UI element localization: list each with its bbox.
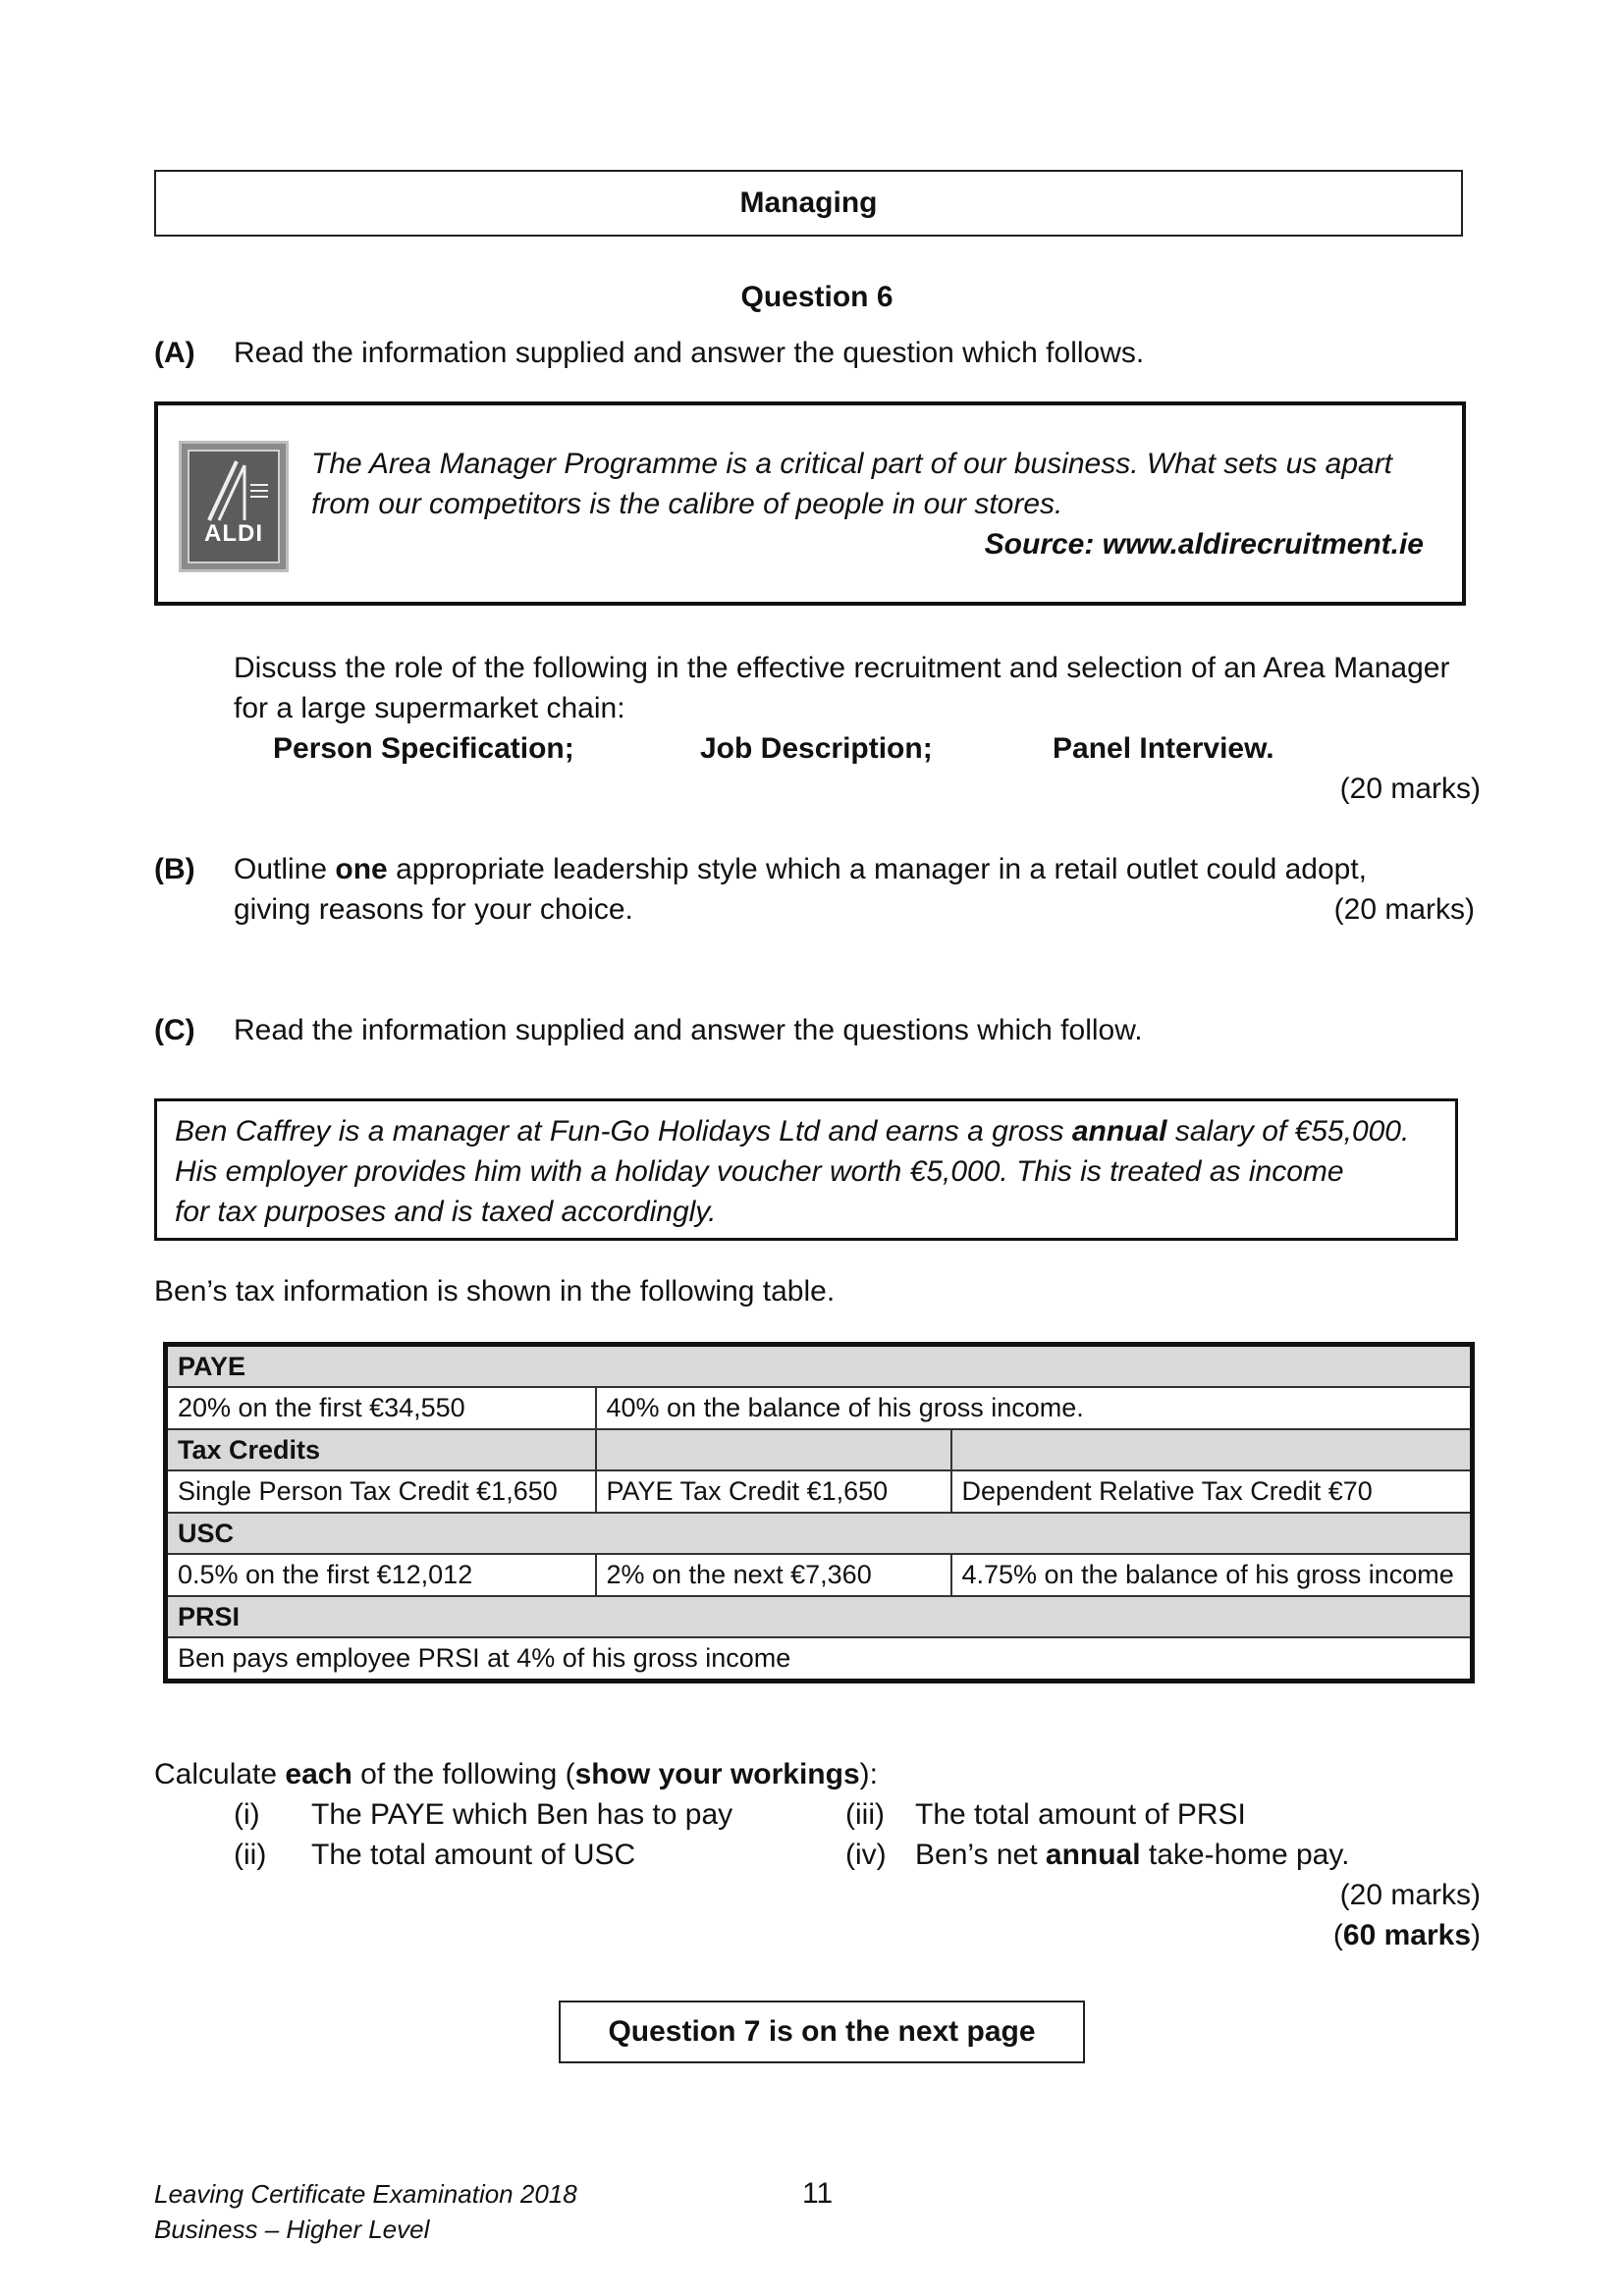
paye-higher-rate: 40% on the balance of his gross income. [596, 1387, 1473, 1428]
part-b-line-2: giving reasons for your choice. [234, 893, 633, 926]
question-iii-number: (iii) [845, 1798, 885, 1831]
calculate-instruction: Calculate each of the following (show your workings): [154, 1758, 878, 1790]
section-title: Managing [739, 186, 878, 219]
next-page-box [559, 2001, 1085, 2063]
question-i-number: (i) [234, 1798, 260, 1831]
table-row [166, 1387, 1473, 1428]
dependent-relative-credit: Dependent Relative Tax Credit €70 [951, 1470, 1473, 1512]
part-a-task-line-1: Discuss the role of the following in the effective recruitment and selection of an Area Manager [234, 652, 1450, 684]
part-a-marks: (20 marks) [1339, 773, 1481, 805]
usc-band-2: 2% on the next €7,360 [596, 1554, 951, 1595]
question-iv-text: Ben’s net annual take-home pay. [915, 1839, 1350, 1871]
table-intro: Ben’s tax information is shown in the following table. [154, 1275, 836, 1308]
part-c-marks: (20 marks) [1339, 1879, 1481, 1911]
table-row [166, 1429, 1473, 1470]
page-number: 11 [802, 2177, 834, 2210]
prsi-rate: Ben pays employee PRSI at 4% of his gross income [166, 1637, 1473, 1681]
item-job-description: Job Description; [700, 732, 933, 765]
next-page-note: Question 7 is on the next page [608, 2014, 1036, 2048]
part-c-label: (C) [154, 1014, 195, 1046]
usc-band-3: 4.75% on the balance of his gross income [951, 1554, 1473, 1595]
question-iii-text: The total amount of PRSI [915, 1798, 1246, 1831]
question-i-text: The PAYE which Ben has to pay [311, 1798, 733, 1831]
table-row [166, 1596, 1473, 1637]
aldi-stripes-icon [189, 455, 284, 524]
paye-credit: PAYE Tax Credit €1,650 [596, 1470, 951, 1512]
item-panel-interview: Panel Interview. [1053, 732, 1274, 765]
part-b-marks: (20 marks) [1333, 893, 1475, 926]
table-row [166, 1345, 1473, 1388]
part-c-intro: Read the information supplied and answer the questions which follow. [234, 1014, 1143, 1046]
footer-subject-level: Business – Higher Level [154, 2215, 430, 2244]
aldi-quote-line-2: from our competitors is the calibre of people in our stores. [311, 488, 1063, 520]
aldi-quote-source: Source: www.aldirecruitment.ie [984, 528, 1424, 561]
table-row [166, 1637, 1473, 1681]
tax-information-table [163, 1342, 1475, 1683]
tax-credits-header: Tax Credits [166, 1429, 596, 1470]
paye-standard-rate: 20% on the first €34,550 [166, 1387, 596, 1428]
table-row [166, 1470, 1473, 1512]
aldi-quote-line-1: The Area Manager Programme is a critical part of our business. What sets us apart [311, 448, 1393, 480]
question-ii-text: The total amount of USC [311, 1839, 636, 1871]
prsi-header: PRSI [166, 1596, 1473, 1637]
section-title-box [154, 170, 1463, 237]
question-iv-number: (iv) [845, 1839, 887, 1871]
usc-header: USC [166, 1513, 1473, 1554]
aldi-logo-text: ALDI [204, 519, 263, 547]
ben-info-line-1: Ben Caffrey is a manager at Fun-Go Holidays Ltd and earns a gross annual salary of €55,000. [175, 1115, 1410, 1148]
part-b-line-1: Outline one appropriate leadership style which a manager in a retail outlet could adopt, [234, 853, 1367, 885]
ben-info-line-2: His employer provides him with a holiday voucher worth €5,000. This is treated as income [175, 1155, 1344, 1188]
single-person-credit: Single Person Tax Credit €1,650 [166, 1470, 596, 1512]
question-ii-number: (ii) [234, 1839, 267, 1871]
table-row [166, 1513, 1473, 1554]
usc-band-1: 0.5% on the first €12,012 [166, 1554, 596, 1595]
paye-header: PAYE [166, 1345, 1473, 1388]
footer-exam-title: Leaving Certificate Examination 2018 [154, 2179, 577, 2209]
total-marks: (60 marks) [1332, 1919, 1481, 1951]
aldi-logo [179, 441, 289, 572]
question-title: Question 6 [740, 281, 893, 313]
aldi-logo-inner [188, 450, 280, 563]
part-a-intro: Read the information supplied and answer the question which follows. [234, 337, 1145, 369]
part-a-label: (A) [154, 337, 195, 369]
part-b-label: (B) [154, 853, 195, 885]
part-a-task-line-2: for a large supermarket chain: [234, 692, 625, 724]
item-person-specification: Person Specification; [273, 732, 574, 765]
table-row [166, 1554, 1473, 1595]
ben-info-line-3: for tax purposes and is taxed accordingly. [175, 1196, 717, 1228]
